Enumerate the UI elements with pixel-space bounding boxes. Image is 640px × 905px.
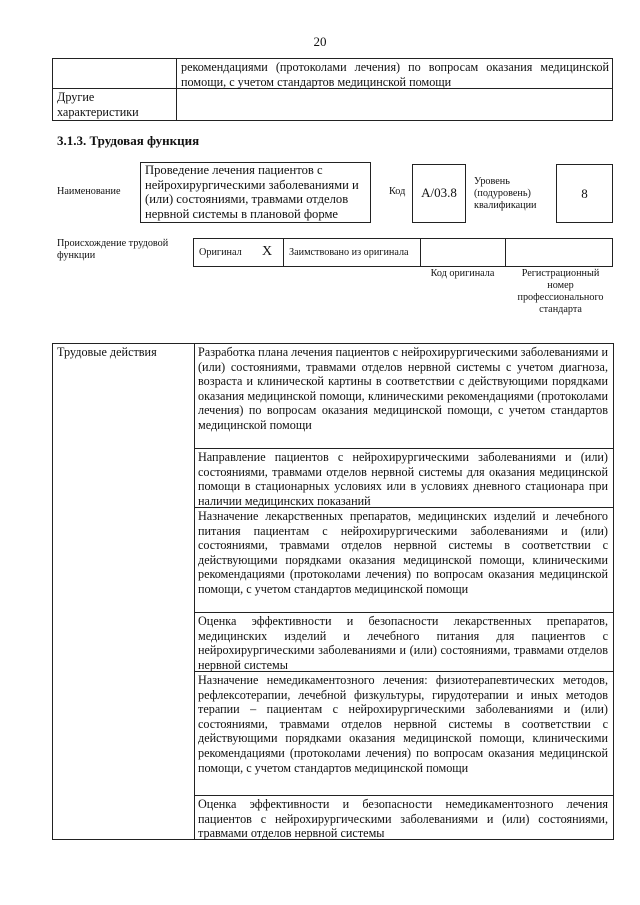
origin-label: Происхождение трудовой функции [57, 238, 169, 261]
code-label: Код [389, 186, 406, 197]
top-table-divider [176, 58, 177, 121]
labor-actions-divider [194, 343, 195, 840]
original-label: Оригинал [199, 247, 242, 258]
level-value: 8 [581, 186, 588, 201]
name-value: Проведение лечения пациентов с нейрохирургическими заболеваниями и (или) состояниями, травмами отделов нервной системы в плановой форме [145, 163, 359, 221]
page-number: 20 [313, 34, 327, 49]
labor-action-item: Оценка эффективности и безопасности немедикаментозного лечения пациентов с нейрохирургическими заболеваниями и (или) состояниями, травмами отделов нервной системы [198, 797, 608, 841]
name-label: Наименование [57, 186, 121, 197]
labor-action-item: Назначение немедикаментозного лечения: физиотерапевтических методов, рефлексотерапии, лечебной физкультуры, гирудотерапии и иных методов терапии – пациентам с нейрохирургическими заболеваниями и (или) состояниями, травмами отделов нервной системы в соответствии с действующими порядками оказания медицинской помощи, клиническими рекомендациями (протоколами лечения) по вопросам оказания медицинской помощи, с учетом стандартов медицинской помощи [198, 673, 608, 775]
origin-divider-2 [420, 238, 421, 267]
registration-number-caption: Регистрационный номер профессионального стандарта [517, 268, 604, 315]
origin-divider-1 [283, 238, 284, 267]
code-original-caption: Код оригинала [430, 268, 495, 279]
original-mark: X [262, 244, 273, 259]
action-separator-5 [194, 795, 614, 796]
other-characteristics-label: Другие характеристики [57, 90, 139, 119]
labor-action-item: Направление пациентов с нейрохирургическими заболеваниями и (или) состояниями, травмами отделов нервной системы для оказания медицинской помощи в стационарных условиях или в условиях дневного стационара при наличии медицинских показаний [198, 450, 608, 508]
continuation-text: рекомендациями (протоколами лечения) по вопросам оказания медицинской помощи, с учетом стандартов медицинской помощи [181, 60, 609, 89]
level-label: Уровень (подуровень) квалификации [474, 176, 537, 211]
action-separator-3 [194, 612, 614, 613]
labor-action-item: Оценка эффективности и безопасности лекарственных препаратов, медицинских изделий и лечебного питания для пациентов с нейрохирургическими заболеваниями и (или) состояниями, травмами отделов нервной системы [198, 614, 608, 672]
section-heading: 3.1.3. Трудовая функция [57, 133, 200, 148]
action-separator-1 [194, 448, 614, 449]
labor-action-item: Разработка плана лечения пациентов с нейрохирургическими заболеваниями и (или) состояниями, травмами отделов нервной системы с учетом диагноза, возраста и клинической картины в соответствии с действующими порядками оказания медицинской помощи, клиническими рекомендациями (протоколами лечения) по вопросам оказания медицинской помощи, с учетом стандартов медицинской помощи [198, 345, 608, 432]
labor-action-item: Назначение лекарственных препаратов, медицинских изделий и лечебного питания пациентам с нейрохирургическими заболеваниями и (или) состояниями, травмами отделов нервной системы в соответствии с действующими порядками оказания медицинской помощи, клиническими рекомендациями (протоколами лечения) по вопросам оказания медицинской помощи, с учетом стандартов медицинской помощи [198, 509, 608, 596]
labor-actions-label: Трудовые действия [57, 345, 157, 359]
code-value: A/03.8 [421, 185, 457, 200]
borrowed-label: Заимствовано из оригинала [289, 247, 409, 258]
origin-divider-3 [505, 238, 506, 267]
